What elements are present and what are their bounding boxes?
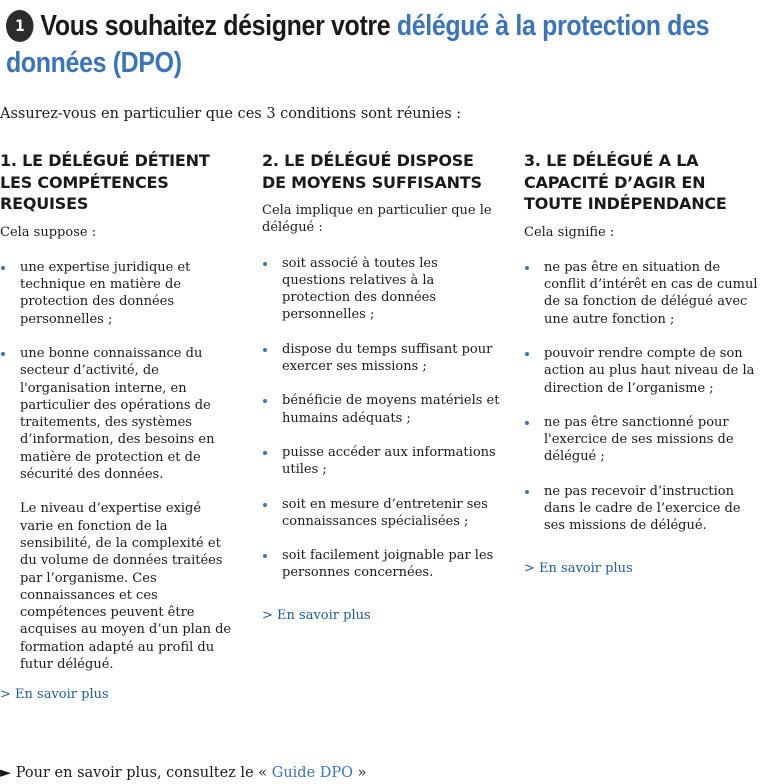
more-link-container — [0, 686, 240, 703]
list-item: une bonne connaissance du secteur d’activité, de l'organisation interne, en particulier des opérations de traitements, des systèmes d’information, des besoins en matière de protection et de sécurité des données. — [0, 345, 238, 483]
condition-list — [0, 259, 238, 484]
list-item: une expertise juridique et technique en matière de protection des données personnelles ; — [0, 259, 238, 328]
condition-column-independance — [524, 150, 761, 577]
column-lead: Cela implique en particulier que le délégué : — [262, 203, 492, 236]
learn-more-link[interactable]: > En savoir plus — [0, 687, 109, 702]
page-header — [6, 8, 756, 82]
step-number-badge: 1 — [6, 10, 34, 42]
intro-text: Assurez-vous en particulier que ces 3 conditions sont réunies : — [0, 106, 462, 122]
list-item: puisse accéder aux informations utiles ; — [262, 444, 500, 479]
list-item: bénéficie de moyens matériels et humains adéquats ; — [262, 392, 500, 427]
more-link-container — [524, 560, 761, 577]
footer-text — [0, 764, 367, 782]
condition-column-moyens — [262, 150, 500, 624]
list-item: dispose du temps suffisant pour exercer ses missions ; — [262, 341, 500, 376]
column-title: 2. LE DÉLÉGUÉ DISPOSE DE MOYENS SUFFISANTS — [262, 151, 482, 192]
list-item: ne pas recevoir d’instruction dans le cadre de l’exercice de ses missions de délégué. — [524, 483, 761, 535]
guide-dpo-link[interactable]: Guide DPO — [271, 765, 354, 781]
column-title: 1. LE DÉLÉGUÉ DÉTIENT LES COMPÉTENCES REQUISES — [0, 151, 210, 213]
list-item: ne pas être sanctionné pour l'exercice de ses missions de délégué ; — [524, 414, 761, 466]
column-lead: Cela signifie : — [524, 224, 615, 240]
learn-more-link[interactable]: > En savoir plus — [262, 607, 371, 623]
list-item: ne pas être en situation de conflit d’intérêt en cas de cumul de sa fonction de délégué avec une autre fonction ; — [524, 259, 761, 328]
title-prefix: Vous souhaitez désigner votre — [40, 10, 397, 42]
column-lead: Cela suppose : — [0, 224, 97, 240]
footer-suffix: » — [353, 765, 367, 781]
learn-more-link[interactable]: > En savoir plus — [524, 560, 633, 576]
list-item: soit associé à toutes les questions relatives à la protection des données personnelles ; — [262, 255, 500, 324]
footer-prefix: ► Pour en savoir plus, consultez le « — [0, 765, 272, 781]
expertise-note: Le niveau d’expertise exigé varie en fonction de la sensibilité, de la complexité et du volume de données traitées par l’organisme. Ces connaissances et ces compétences peuvent être acquises au moyen d’un plan de formation adapté au profil du futur délégué. — [20, 501, 232, 673]
condition-column-competences — [0, 150, 238, 702]
page-title — [6, 8, 754, 82]
title-highlight: délégué à la protection des données (DPO) — [6, 10, 710, 79]
more-link-container — [262, 607, 500, 624]
condition-list — [524, 259, 761, 535]
list-item: soit en mesure d’entretenir ses connaissances spécialisées ; — [262, 496, 500, 531]
list-item: pouvoir rendre compte de son action au plus haut niveau de la direction de l’organisme ; — [524, 345, 761, 397]
condition-list — [262, 255, 500, 582]
column-title: 3. LE DÉLÉGUÉ A LA CAPACITÉ D’AGIR EN TOUTE INDÉPENDANCE — [524, 151, 727, 213]
list-item: soit facilement joignable par les personnes concernées. — [262, 547, 500, 582]
